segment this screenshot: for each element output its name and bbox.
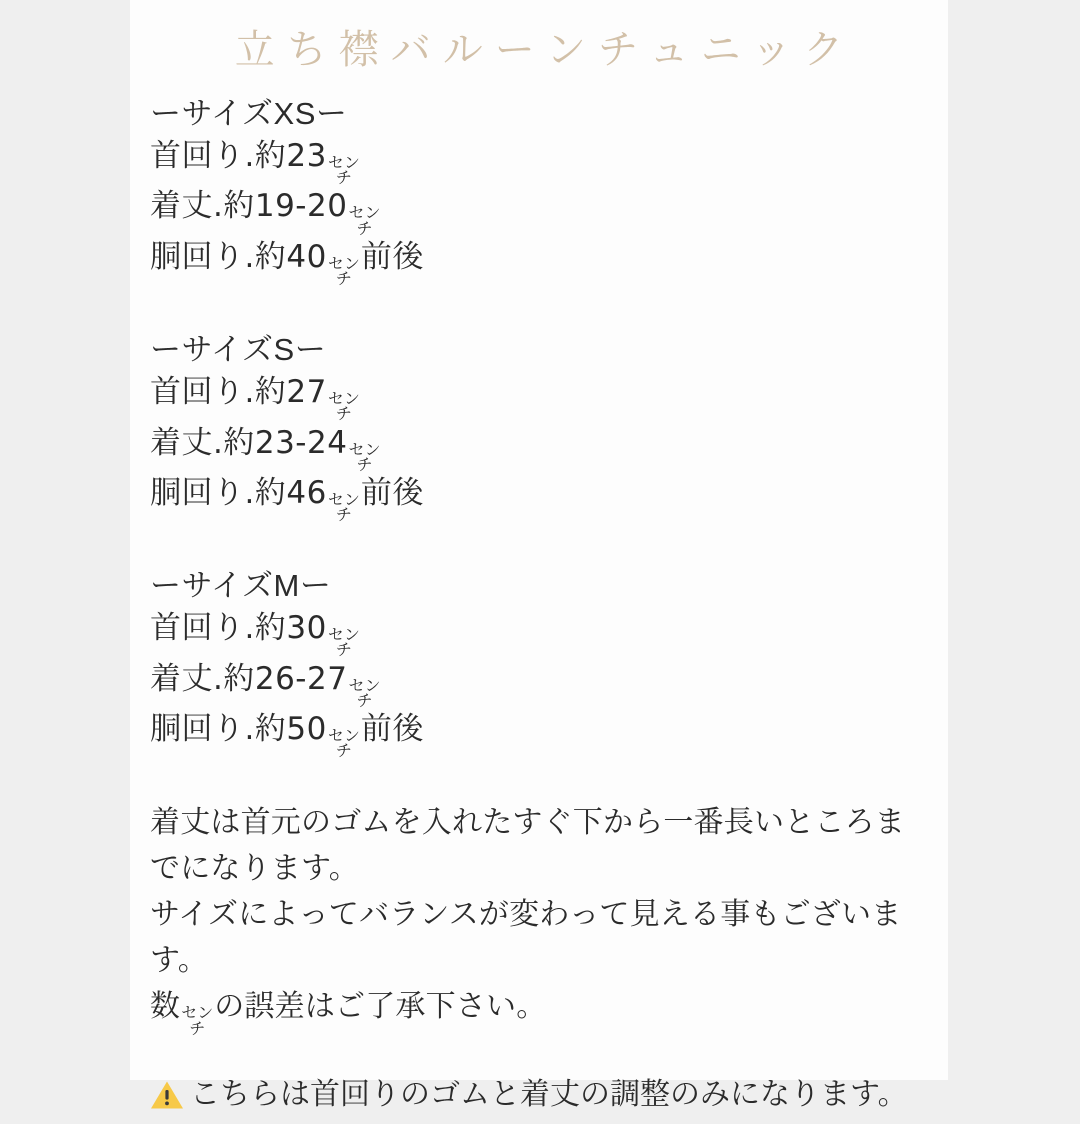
spec-row: [150, 422, 926, 472]
unit-centimeter: セン チ: [348, 675, 381, 710]
spec-row: [150, 607, 926, 660]
note-length-description: 着丈は首元のゴムを入れたすぐ下から一番長いところまでになります。: [150, 805, 905, 887]
spec-label: 胴回り.約: [150, 474, 287, 511]
spec-row: [150, 658, 926, 708]
size-group-m: [150, 564, 926, 761]
spec-value: 26-27: [254, 660, 348, 697]
unit-centimeter: セン チ: [348, 439, 381, 474]
spec-label: 着丈.約: [150, 188, 255, 225]
unit-centimeter: セン チ: [181, 1003, 214, 1038]
size-heading-xs: ーサイズXSー: [150, 96, 348, 131]
spec-body: [130, 78, 948, 1118]
size-group-s: [150, 328, 926, 525]
spec-suffix: 前後: [360, 474, 424, 511]
warning-note: [150, 1072, 926, 1118]
unit-centimeter: セン チ: [327, 389, 360, 424]
spec-label: 首回り.約: [150, 610, 287, 647]
unit-centimeter: セン チ: [327, 489, 360, 525]
note-tolerance-suffix: の誤差はご了承下さい。: [214, 989, 547, 1025]
spec-value: 19-20: [254, 188, 348, 225]
warning-text: こちらは首回りのゴムと着丈の調整のみになります。: [190, 1077, 908, 1111]
spec-row: [150, 236, 926, 286]
warning-triangle-icon: [150, 1078, 184, 1124]
unit-centimeter: セン チ: [327, 153, 360, 188]
spec-row: [150, 135, 926, 188]
unit-centimeter: セン チ: [348, 203, 381, 238]
spec-suffix: 前後: [360, 711, 424, 747]
spec-suffix: 前後: [360, 238, 424, 275]
unit-centimeter: セン チ: [327, 253, 360, 288]
notes-section: [150, 800, 926, 1038]
note-tolerance-prefix: 数: [150, 989, 181, 1025]
spec-value: 50: [286, 711, 327, 747]
spec-label: 着丈.約: [150, 424, 255, 461]
spec-row: [150, 708, 926, 761]
size-heading-s: ーサイズSー: [150, 332, 327, 368]
spec-value: 30: [286, 610, 327, 647]
note-tolerance: [150, 984, 926, 1038]
spec-row: [150, 371, 926, 424]
size-heading-m: ーサイズMー: [150, 568, 332, 604]
unit-centimeter: セン チ: [327, 625, 360, 660]
spec-value: 23-24: [254, 424, 348, 461]
unit-centimeter: セン チ: [327, 726, 360, 761]
spec-label: 胴回り.約: [150, 238, 287, 275]
product-spec-sheet: [130, 0, 948, 1111]
size-group-xs: [150, 92, 926, 286]
page-title: 立ち襟バルーンチュニック: [234, 27, 856, 73]
spec-label: 胴回り.約: [150, 711, 287, 747]
spec-value: 23: [286, 138, 327, 174]
note-balance-description: サイズによってバランスが変わって見える事もございます。: [150, 897, 902, 979]
spec-value: 40: [286, 238, 327, 275]
spec-label: 首回り.約: [150, 138, 287, 174]
spec-label: 着丈.約: [150, 660, 255, 697]
spec-row: [150, 472, 926, 525]
spec-label: 首回り.約: [150, 374, 287, 411]
spec-row: [150, 185, 926, 238]
spec-value: 46: [286, 474, 327, 511]
spec-value: 27: [286, 374, 327, 411]
